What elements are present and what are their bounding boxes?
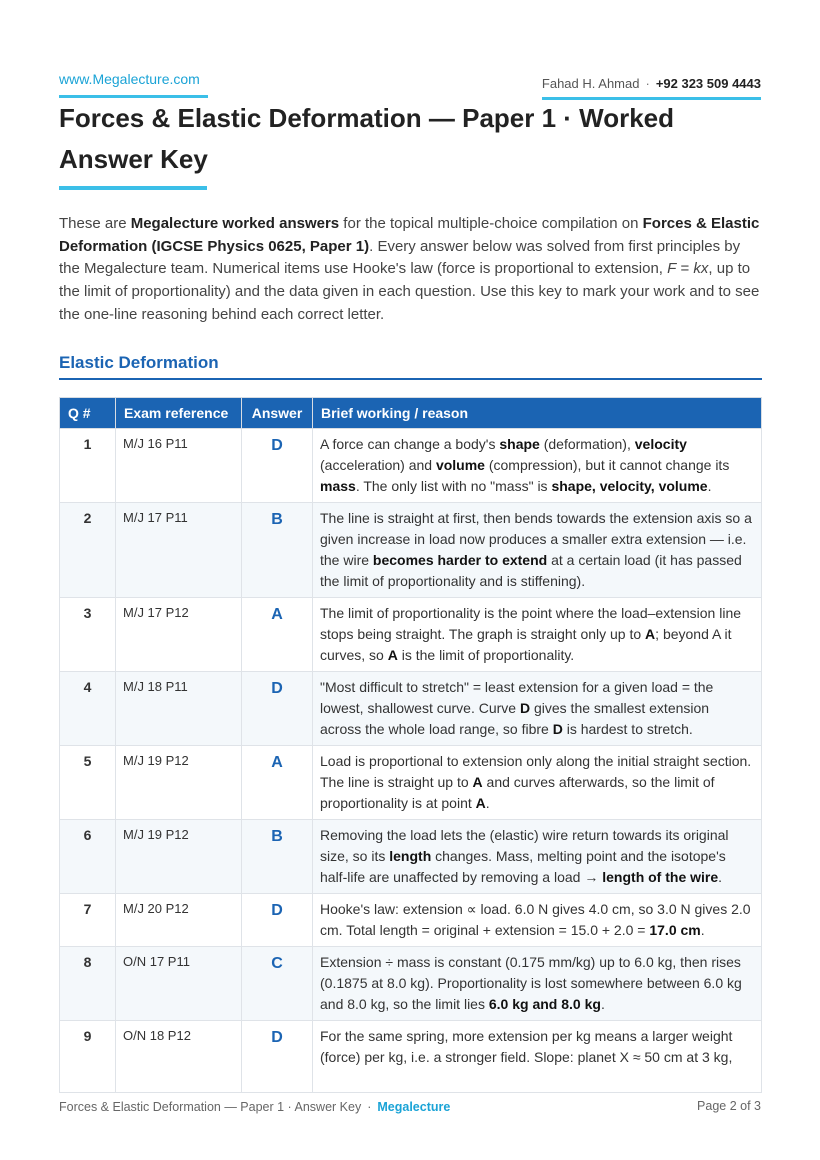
reason-segment: changes. Mass, melting point and the isotope's half-life are unaffected by removing a load → [320,848,726,885]
footer-brand: Megalecture [377,1100,451,1114]
answer-letter: C [242,947,313,1021]
footer-doc-title: Forces & Elastic Deformation — Paper 1 · Answer Key [59,1100,362,1114]
reason-bold: D [519,700,531,716]
reason-segment: . [485,795,490,811]
intro-text-3: . Every answer below was solved from first principles by the Megalecture team. Numerical items use Hooke's law (force is proportional to extension, [59,237,741,278]
reason-text [313,503,762,598]
reason-segment: Load is proportional to extension only along the initial straight section. The line is straight up to [320,753,752,790]
reason-segment: gives the smallest extension across the whole load range, so fibre [320,700,710,737]
reason-bold: volume [435,457,485,473]
reason-text [313,820,762,894]
exam-reference: O/N 17 P11 [116,947,242,1021]
reason-segment: The limit of proportionality is the point where the load–extension line stops being straight. The graph is straight only up to [320,605,742,642]
intro-bold-2: Forces & Elastic Deformation (IGCSE Physics 0625, Paper 1) [59,215,760,255]
exam-reference: M/J 17 P12 [116,598,242,672]
table-row [60,820,762,894]
reason-bold: 6.0 kg and 8.0 kg [488,996,601,1012]
question-number: 3 [60,598,116,672]
table-row [60,503,762,598]
question-number: 9 [60,1021,116,1107]
exam-reference: O/N 18 P12 [116,1021,242,1107]
reason-segment: Removing the load lets the (elastic) wire return towards its original size, so its [320,827,729,864]
table-row [60,746,762,820]
answer-letter: D [242,1021,313,1107]
reason-bold: velocity [634,436,687,452]
reason-bold: A [387,647,398,663]
reason-segment: at a certain load (it has passed the limit of proportionality and is stiffening). [320,552,742,589]
reason-bold: 17.0 cm [649,922,701,938]
reason-segment: is the limit of proportionality. [397,647,575,663]
reason-segment: "Most difficult to stretch" = least extension for a given load = the lowest, shallowest curve. Curve [320,679,714,716]
reason-bold: A [475,795,486,811]
answer-table [59,397,762,1107]
intro-text-5: , up to the limit of proportionality) and the data given in each question. Use this key to mark your work and to see the one-line reasoning behind each correct letter. [59,260,760,323]
header-q: Q # [60,398,116,429]
reason-segment: (acceleration) and [320,457,436,473]
answer-letter: D [242,429,313,503]
reason-segment: A force can change a body's [320,436,500,452]
reason-text [313,746,762,820]
author-name: Fahad H. Ahmad [541,76,640,91]
exam-reference: M/J 18 P11 [116,672,242,746]
formula-kx: kx [693,260,709,278]
question-number: 5 [60,746,116,820]
reason-bold: D [552,721,563,737]
reason-text [313,429,762,503]
question-number: 6 [60,820,116,894]
header-reason: Brief working / reason [313,398,762,429]
footer-separator: · [367,1100,372,1114]
exam-reference: M/J 20 P12 [116,894,242,947]
section-title: Elastic Deformation [59,353,219,372]
reason-segment: . [600,996,605,1012]
reason-bold: mass [320,478,356,494]
exam-reference: M/J 17 P11 [116,503,242,598]
page-title: Forces & Elastic Deformation — Paper 1 · Worked Answer Key [59,103,675,174]
reason-bold: becomes harder to extend [372,552,548,568]
answer-letter: A [242,598,313,672]
reason-bold: length [389,848,432,864]
question-number: 2 [60,503,116,598]
reason-segment: . [718,869,723,885]
reason-bold: shape [499,436,540,452]
table-row [60,672,762,746]
header-separator: · [645,76,650,91]
exam-reference: M/J 19 P12 [116,746,242,820]
intro-text-1: These are [59,215,131,232]
reason-segment: ; beyond A it curves, so [320,626,732,663]
reason-text [313,894,762,947]
intro-text-4: = [676,260,694,278]
table-row [60,894,762,947]
exam-reference: M/J 16 P11 [116,429,242,503]
header-answer: Answer [242,398,313,429]
reason-bold: A [645,626,656,642]
reason-text [313,598,762,672]
intro-paragraph [59,213,763,327]
header-left [59,71,208,98]
section-divider [59,378,762,380]
table-row [60,429,762,503]
reason-segment: . The only list with no "mass" is [355,478,552,494]
site-link[interactable]: www.Megalecture.com [59,71,208,98]
reason-segment: For the same spring, more extension per kg means a larger weight (force) per kg, i.e. a stronger field. Slope: planet X ≈ 50 cm at 3 kg, [320,1028,733,1065]
reason-bold: shape, velocity, volume [551,478,708,494]
answer-letter: B [242,820,313,894]
question-number: 4 [60,672,116,746]
answer-letter: D [242,672,313,746]
question-number: 7 [60,894,116,947]
reason-text [313,947,762,1021]
phone-number: +92 323 509 4443 [655,76,761,91]
exam-reference: M/J 19 P12 [116,820,242,894]
table-bottom-border [59,1092,762,1093]
title-underline [59,186,207,190]
reason-segment: and curves afterwards, so the limit of proportionality is at point [320,774,715,811]
reason-segment: is hardest to stretch. [562,721,693,737]
reason-text [313,672,762,746]
intro-text-2: for the topical multiple-choice compilation on [339,215,643,232]
reason-segment: (compression), but it cannot change its [484,457,730,473]
reason-segment: Extension ÷ mass is constant (0.175 mm/kg) up to 6.0 kg, then rises (0.1875 at 8.0 kg). Proportionality is lost somewhere between 6.0 kg and 8.0 kg, so the limit lies [320,954,742,1012]
header-ref: Exam reference [116,398,242,429]
reason-segment: . [707,478,712,494]
page-number: Page 2 of 3 [697,1099,761,1113]
reason-bold: A [472,774,483,790]
table-row [60,947,762,1021]
table-row [60,598,762,672]
reason-segment: Hooke's law: extension ∝ load. 6.0 N gives 4.0 cm, so 3.0 N gives 2.0 cm. Total length = original + extension = 15.0 + 2.0 = [320,901,751,938]
formula-f: F [667,260,677,278]
table-header-row [60,398,762,429]
reason-segment: (deformation), [539,436,635,452]
question-number: 1 [60,429,116,503]
reason-bold: length of the wire [602,869,719,885]
answer-letter: B [242,503,313,598]
header-contact [542,76,761,100]
answer-letter: A [242,746,313,820]
answer-letter: D [242,894,313,947]
question-number: 8 [60,947,116,1021]
reason-segment: The line is straight at first, then bends towards the extension axis so a given increase in load now produces a smaller extra extension — i.e. the wire [320,510,752,568]
reason-segment: . [700,922,705,938]
footer-left [59,1100,450,1114]
intro-bold-1: Megalecture worked answers [130,215,340,232]
